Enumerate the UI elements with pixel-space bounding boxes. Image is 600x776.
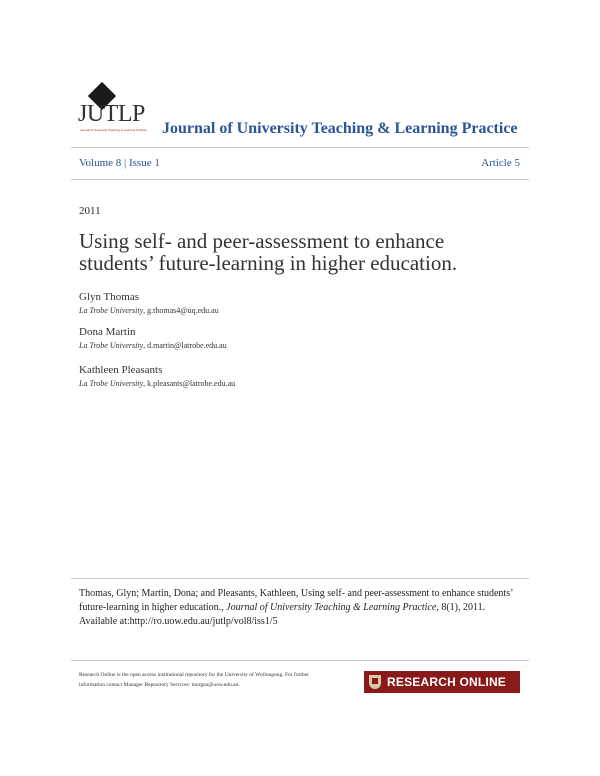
paper-title: Using self- and peer-assessment to enhance students’ future-learning in higher education.	[79, 229, 458, 275]
volume-divider	[71, 179, 529, 180]
citation	[79, 587, 529, 629]
research-online-label: RESEARCH ONLINE	[387, 675, 507, 689]
article-link[interactable]: Article 5	[481, 157, 520, 169]
footer-divider	[71, 660, 529, 661]
affiliation-name: La Trobe University	[79, 341, 144, 350]
affiliation-name: La Trobe University	[79, 306, 144, 315]
publication-year: 2011	[79, 205, 101, 217]
uow-shield-icon	[369, 675, 381, 689]
repository-notice: Research Online is the open access institutional repository for the University of Wollongong. For further information contact Manager Repository Services: morgan@uow.edu.au.	[79, 672, 309, 688]
citation-divider	[71, 578, 529, 579]
author-name: Kathleen Pleasants	[79, 364, 163, 376]
citation-text: Thomas, Glyn; Martin, Dona; and Pleasants, Kathleen, Using self- and peer-assessment to enhance students’ future-learning in higher education.,	[79, 588, 513, 613]
logo-letters: JUTLP	[78, 101, 145, 127]
author-name: Dona Martin	[79, 326, 136, 338]
author-email[interactable]: d.martin@latrobe.edu.au	[147, 341, 227, 350]
author-affiliation: La Trobe University, d.martin@latrobe.edu.au	[79, 341, 227, 350]
author-email[interactable]: k.pleasants@latrobe.edu.au	[147, 379, 236, 388]
citation-url[interactable]: Available at:http://ro.uow.edu.au/jutlp/vol8/iss1/5	[79, 616, 278, 627]
volume-issue-link[interactable]: Volume 8 | Issue 1	[79, 157, 160, 169]
header-divider	[71, 147, 529, 148]
author-affiliation: La Trobe University, k.pleasants@latrobe.edu.au	[79, 379, 236, 388]
affiliation-name: La Trobe University	[79, 379, 144, 388]
citation-volume: , 8(1), 2011.	[436, 602, 486, 613]
author-name: Glyn Thomas	[79, 291, 139, 303]
jutlp-logo	[78, 78, 147, 136]
author-affiliation: La Trobe University, g.thomas4@uq.edu.au	[79, 306, 219, 315]
logo-tagline: Journal of University Teaching & Learning Practice	[80, 128, 147, 132]
author-email[interactable]: g.thomas4@uq.edu.au	[147, 306, 219, 315]
research-online-logo[interactable]	[364, 671, 520, 693]
citation-journal: Journal of University Teaching & Learning Practice	[226, 602, 437, 613]
journal-title[interactable]: Journal of University Teaching & Learning Practice	[162, 120, 518, 137]
